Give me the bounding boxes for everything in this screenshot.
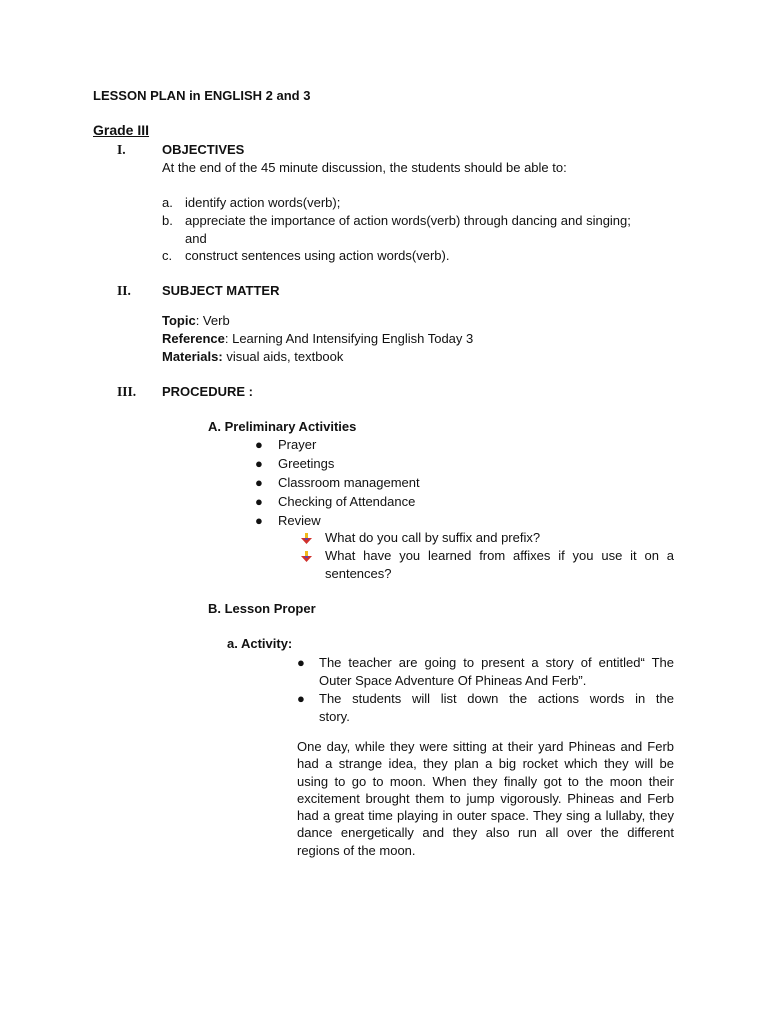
objective-letter: a. (162, 195, 173, 210)
objective-letter: c. (162, 248, 173, 263)
procedure-heading: PROCEDURE : (162, 384, 254, 399)
subject-matter-heading: SUBJECT MATTER (162, 283, 280, 298)
preliminary-activities-heading: A. Preliminary Activities (208, 419, 357, 434)
reference-line (162, 331, 473, 346)
topic-value: : Verb (195, 313, 230, 328)
preliminary-item: Greetings (278, 456, 335, 471)
objectives-heading: OBJECTIVES (162, 142, 245, 157)
bullet-icon: ● (255, 513, 263, 528)
preliminary-item: Prayer (278, 437, 317, 452)
review-question: What do you call by suffix and prefix? (325, 530, 541, 545)
objective-letter: b. (162, 213, 173, 228)
activity-item-continued: Outer Space Adventure Of Phineas And Ferb”. (319, 673, 587, 688)
story-paragraph: One day, while they were sitting at their yard Phineas and Ferb had a strange idea, they plan a big rocket which they will be using to go to moon. When they finally got to the moon their excitement brought them to jump vigorously. Phineas and Ferb had a great time playing in outer space. They sing a lullaby, they dance energetically and they also run all over the different regions of the moon. (297, 739, 674, 858)
topic-label: Topic (162, 313, 196, 328)
materials-line (162, 349, 343, 364)
activity-item-continued: story. (319, 709, 350, 724)
reference-value: : Learning And Intensifying English Today 3 (224, 331, 474, 346)
topic-line (162, 313, 230, 328)
section-number-procedure: III. (117, 384, 137, 399)
activity-heading: a. Activity: (227, 636, 293, 651)
preliminary-item: Review (278, 513, 321, 528)
lesson-proper-heading: B. Lesson Proper (208, 601, 316, 616)
objectives-intro: At the end of the 45 minute discussion, the students should be able to: (162, 160, 567, 175)
bullet-icon: ● (255, 456, 263, 471)
bullet-icon: ● (255, 475, 263, 490)
materials-value: visual aids, textbook (222, 349, 344, 364)
grade-heading: Grade III (93, 122, 150, 138)
review-question-continued: sentences? (325, 566, 392, 581)
section-number-subject: II. (117, 283, 131, 298)
materials-label: Materials: (162, 349, 223, 364)
document-title: LESSON PLAN in ENGLISH 2 and 3 (93, 88, 311, 103)
bullet-icon: ● (297, 691, 305, 706)
review-question: What have you learned from affixes if you use it on a (325, 548, 674, 563)
objective-text: appreciate the importance of action words(verb) through dancing and singing; (185, 213, 631, 228)
preliminary-item: Classroom management (278, 475, 420, 490)
objective-text: construct sentences using action words(verb). (185, 248, 450, 263)
activity-item: The students will list down the actions words in the (319, 691, 674, 706)
objective-text-continued: and (185, 231, 207, 246)
down-arrow-bullet-icon (301, 551, 312, 562)
section-number-objectives: I. (117, 142, 126, 157)
bullet-icon: ● (255, 494, 263, 509)
activity-item: The teacher are going to present a story of entitled“ The (319, 655, 674, 670)
bullet-icon: ● (297, 655, 305, 670)
bullet-icon: ● (255, 437, 263, 452)
down-arrow-bullet-icon (301, 533, 312, 544)
reference-label: Reference (162, 331, 225, 346)
preliminary-item: Checking of Attendance (278, 494, 416, 509)
objective-text: identify action words(verb); (185, 195, 341, 210)
